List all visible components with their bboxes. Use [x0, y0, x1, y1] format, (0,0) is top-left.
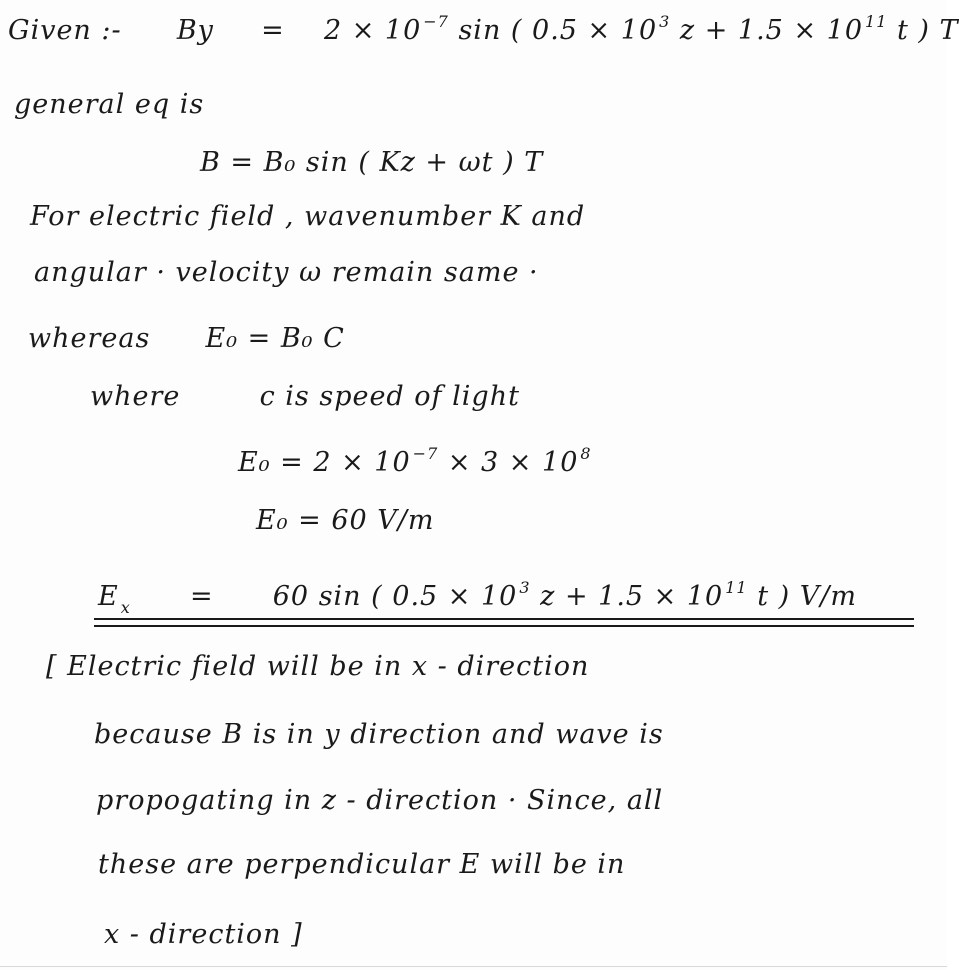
e0-calc-a-exponent: −7	[412, 444, 439, 463]
given-line	[8, 14, 959, 51]
given-lhs: By	[176, 15, 214, 46]
given-expr-b-exponent: 3	[659, 12, 671, 31]
e0-result-line: E₀ = 60 V/m	[256, 505, 435, 536]
final-lhs-subscript: x	[120, 598, 131, 617]
note-line-3: propogating in z - direction · Since, all	[96, 785, 664, 816]
final-answer-line	[98, 580, 857, 617]
whereas-equation: E₀ = B₀ C	[205, 323, 345, 354]
e0-calc-a: E₀ = 2 × 10	[238, 447, 411, 478]
note-line-2: because B is in y direction and wave is	[94, 719, 664, 750]
given-expr-c: z + 1.5 × 10	[679, 15, 864, 46]
given-expr-a-exponent: −7	[423, 12, 449, 31]
note-line-1: [ Electric field will be in x - direction	[46, 651, 590, 682]
final-expr-b-exponent: 11	[725, 578, 748, 597]
note-line-4: these are perpendicular E will be in	[98, 849, 626, 880]
whereas-label: whereas	[28, 323, 151, 354]
final-expr-a: 60 sin ( 0.5 × 10	[272, 581, 518, 612]
final-expr-b: z + 1.5 × 10	[540, 581, 724, 612]
general-equation: B = B₀ sin ( Kz + ωt ) T	[200, 147, 544, 178]
where-label: where	[90, 381, 181, 412]
final-answer-underline-1	[94, 618, 914, 620]
e0-calc-b-exponent: 8	[580, 444, 592, 463]
where-line	[90, 380, 520, 414]
explanation-line-2: angular · velocity ω remain same ·	[34, 257, 539, 288]
whereas-line	[28, 322, 345, 356]
explanation-line-1: For electric field , wavenumber K and	[30, 201, 586, 232]
given-label: Given :-	[8, 15, 122, 46]
final-expr-c: t ) V/m	[757, 581, 857, 612]
given-eq-sign: =	[261, 15, 285, 46]
e0-calculation-line	[238, 446, 592, 483]
where-text: c is speed of light	[259, 381, 520, 412]
bottom-edge-line	[0, 966, 947, 967]
general-eq-label: general eq is	[14, 89, 205, 120]
final-eq-sign: =	[189, 581, 214, 612]
final-answer-underline-2	[94, 625, 914, 627]
given-expr-c-exponent: 11	[865, 12, 888, 31]
given-expr-a: 2 × 10	[323, 15, 422, 46]
given-expr-d: t ) T	[896, 15, 959, 46]
note-line-5: x - direction ]	[104, 919, 303, 950]
given-expr-b: sin ( 0.5 × 10	[458, 15, 658, 46]
final-lhs: E	[98, 581, 119, 612]
final-expr-a-exponent: 3	[519, 578, 531, 597]
e0-calc-b: × 3 × 10	[447, 447, 579, 478]
